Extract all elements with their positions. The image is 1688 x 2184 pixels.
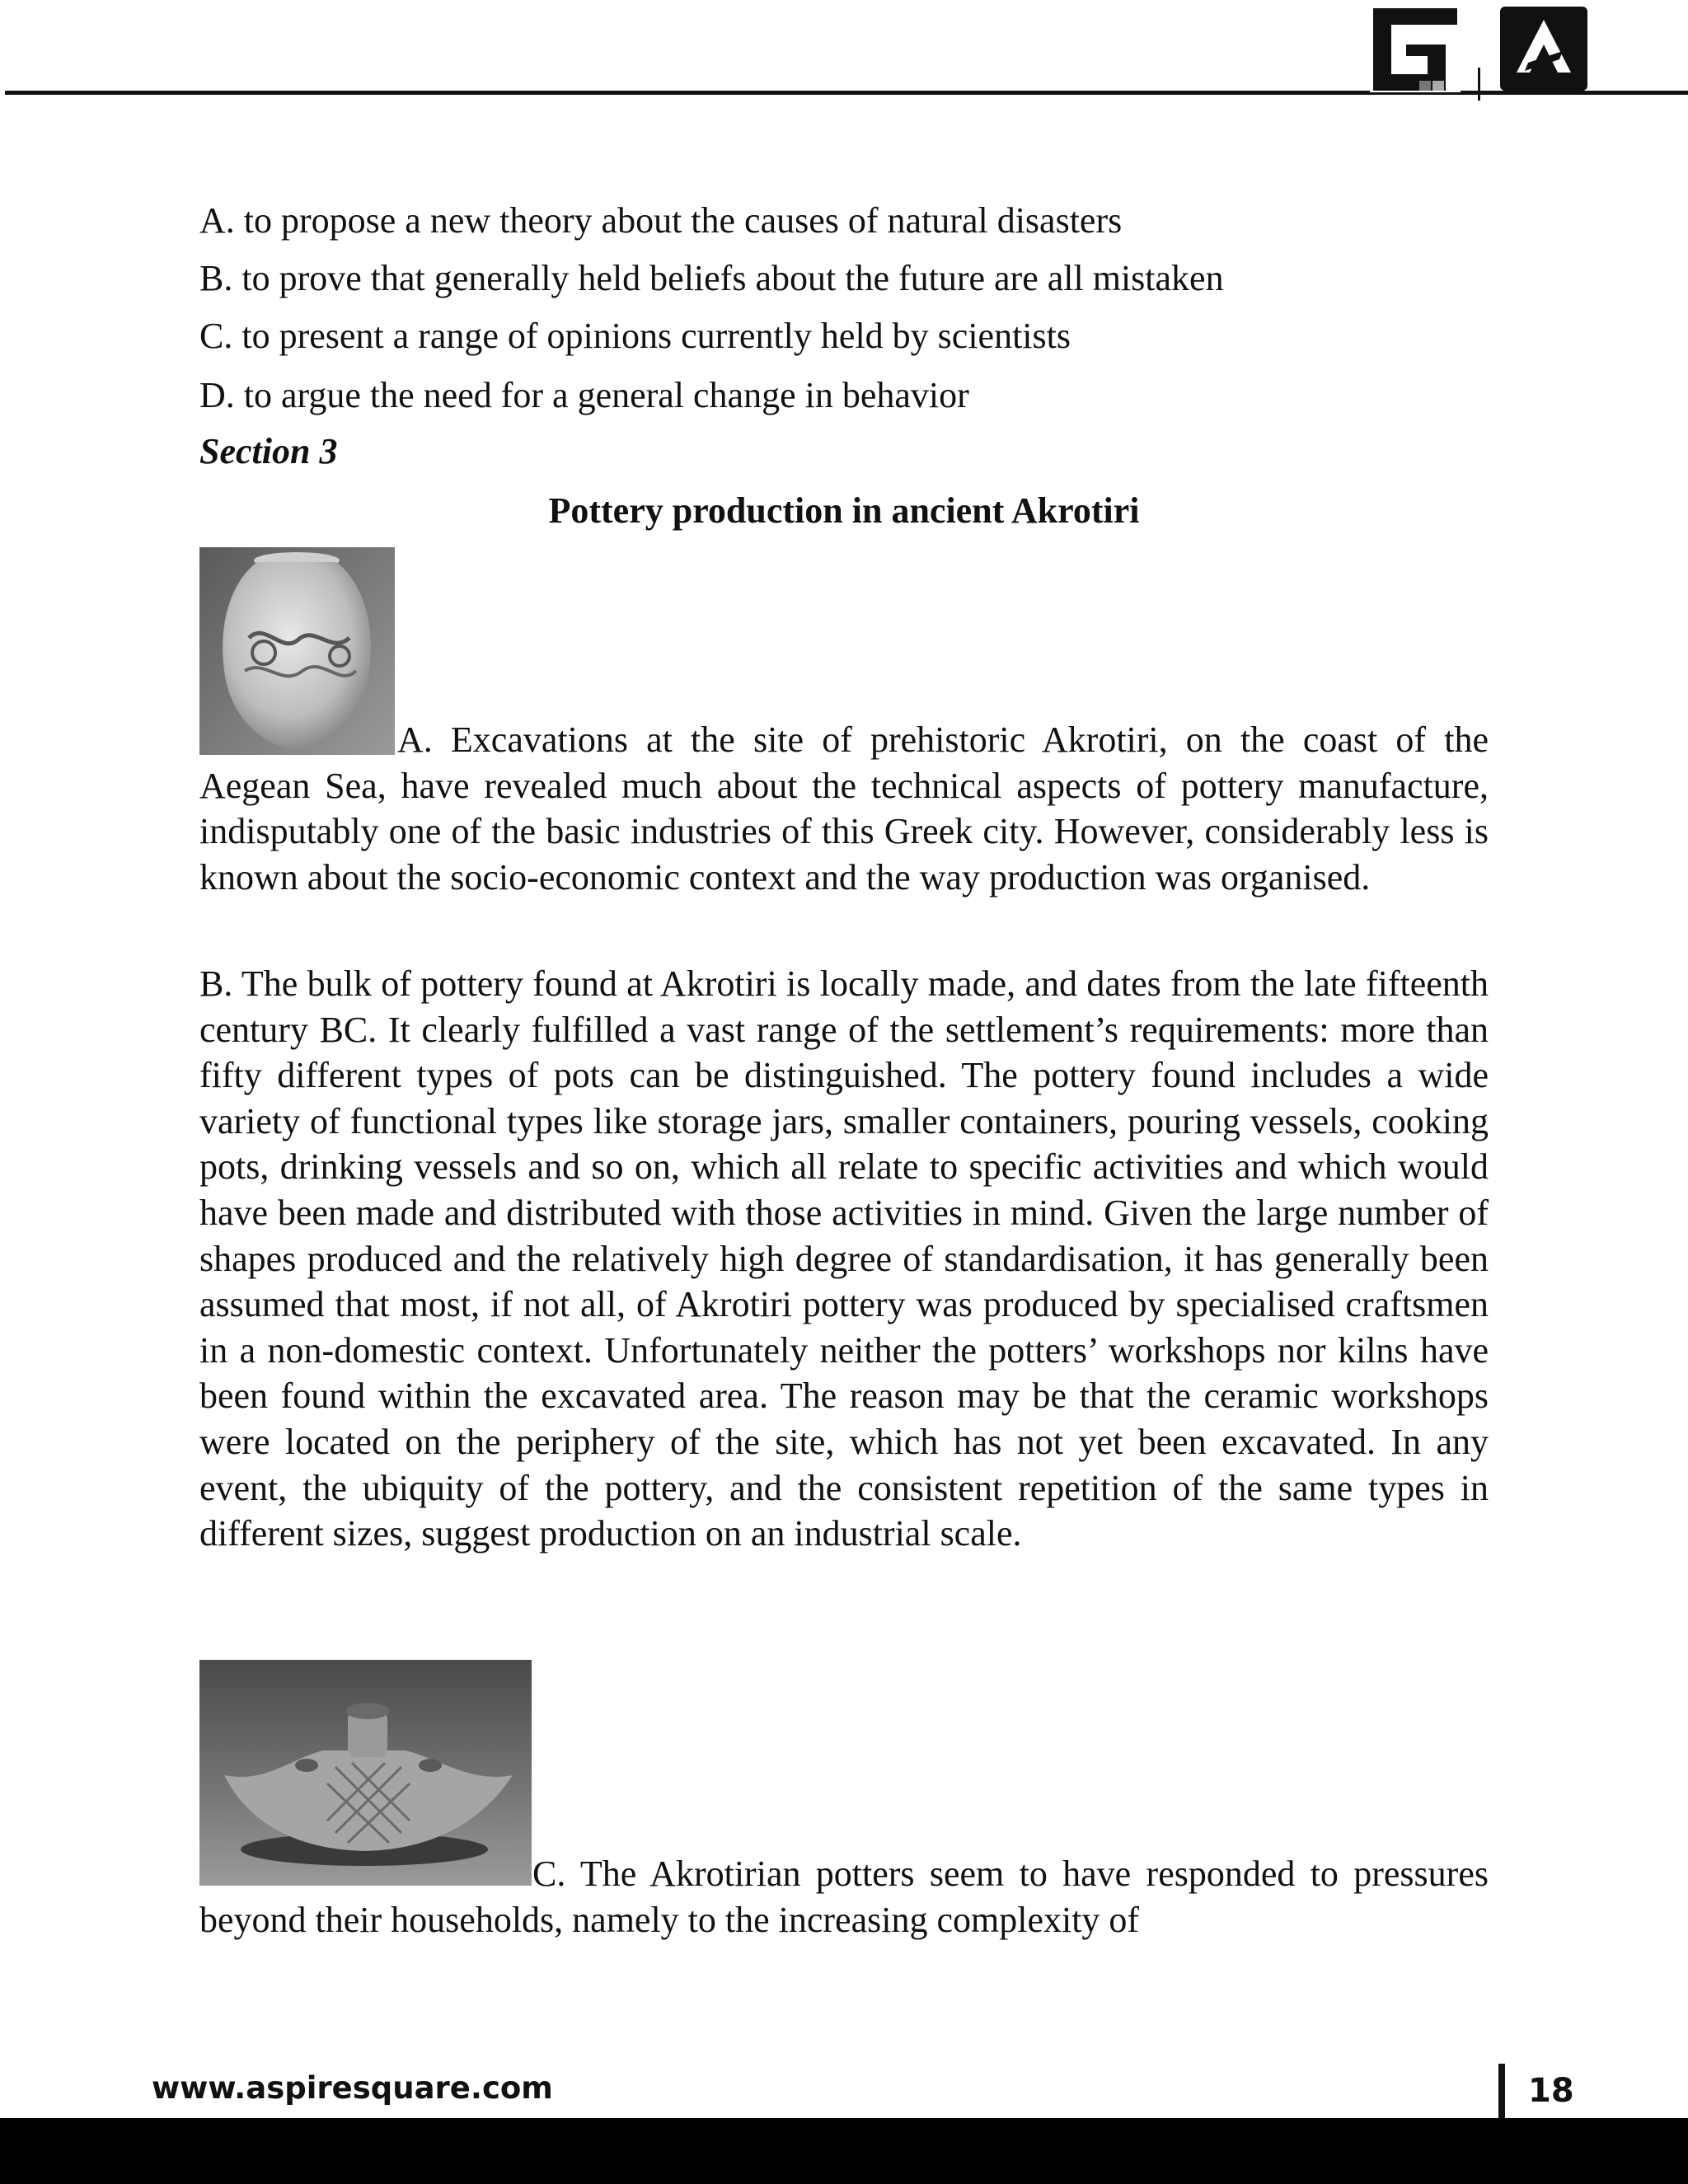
answer-option-b: B. to prove that generally held beliefs about the future are all mistaken: [199, 258, 1224, 298]
paragraph-c: C. The Akrotirian potters seem to have responded to pressures beyond their households, namely to the increasing complexity of: [199, 1854, 1489, 1940]
logo-separator: [1478, 68, 1480, 101]
footer-divider: [1498, 2064, 1505, 2118]
brand-a-logo-icon: [1498, 5, 1589, 92]
footer-band: [0, 2118, 1688, 2184]
section-label: Section 3: [199, 431, 338, 471]
paragraph-b: B. The bulk of pottery found at Akrotiri is locally made, and dates from the late fifteenth century BC. It clearly fulfilled a vast range of the settlement’s requirements: more than fifty different types of pots can be distinguished. The pottery found includes a wide variety of functional types like storage jars, smaller containers, pouring vessels, cooking pots, drinking vessels and so on, which all relate to specific activities and which would have been made and distributed with those activities in mind. Given the large number of shapes produced and the relatively high degree of standardisation, it has generally been assumed that most, if not all, of Akrotiri pottery was produced by specialised craftsmen in a non-domestic context. Unfortunately neither the potters’ workshops nor kilns have been found within the excavated area. The reason may be that the ceramic workshops were located on the periphery of the site, which has not yet been excavated. In any event, the ubiquity of the pottery, and the consistent repetition of the same types in different sizes, suggest production on an industrial scale.: [199, 963, 1489, 1554]
answer-option-a: A. to propose a new theory about the causes of natural disasters: [199, 200, 1123, 241]
page-number: 18: [1528, 2072, 1574, 2110]
answer-option-d: D. to argue the need for a general change in behavior: [199, 375, 969, 415]
passage-title: Pottery production in ancient Akrotiri: [548, 490, 1140, 531]
brand-g-logo-icon: [1370, 5, 1461, 92]
website-link[interactable]: www.aspiresquare.com: [152, 2070, 553, 2106]
answer-option-c: C. to present a range of opinions currently held by scientists: [199, 316, 1071, 356]
paragraph-a: A. Excavations at the site of prehistoric Akrotiri, on the coast of the Aegean Sea, have revealed much about the technical aspects of pottery manufacture, indisputably one of the basic industries of this Greek city. However, considerably less is known about the socio-economic context and the way production was organised.: [199, 719, 1489, 898]
